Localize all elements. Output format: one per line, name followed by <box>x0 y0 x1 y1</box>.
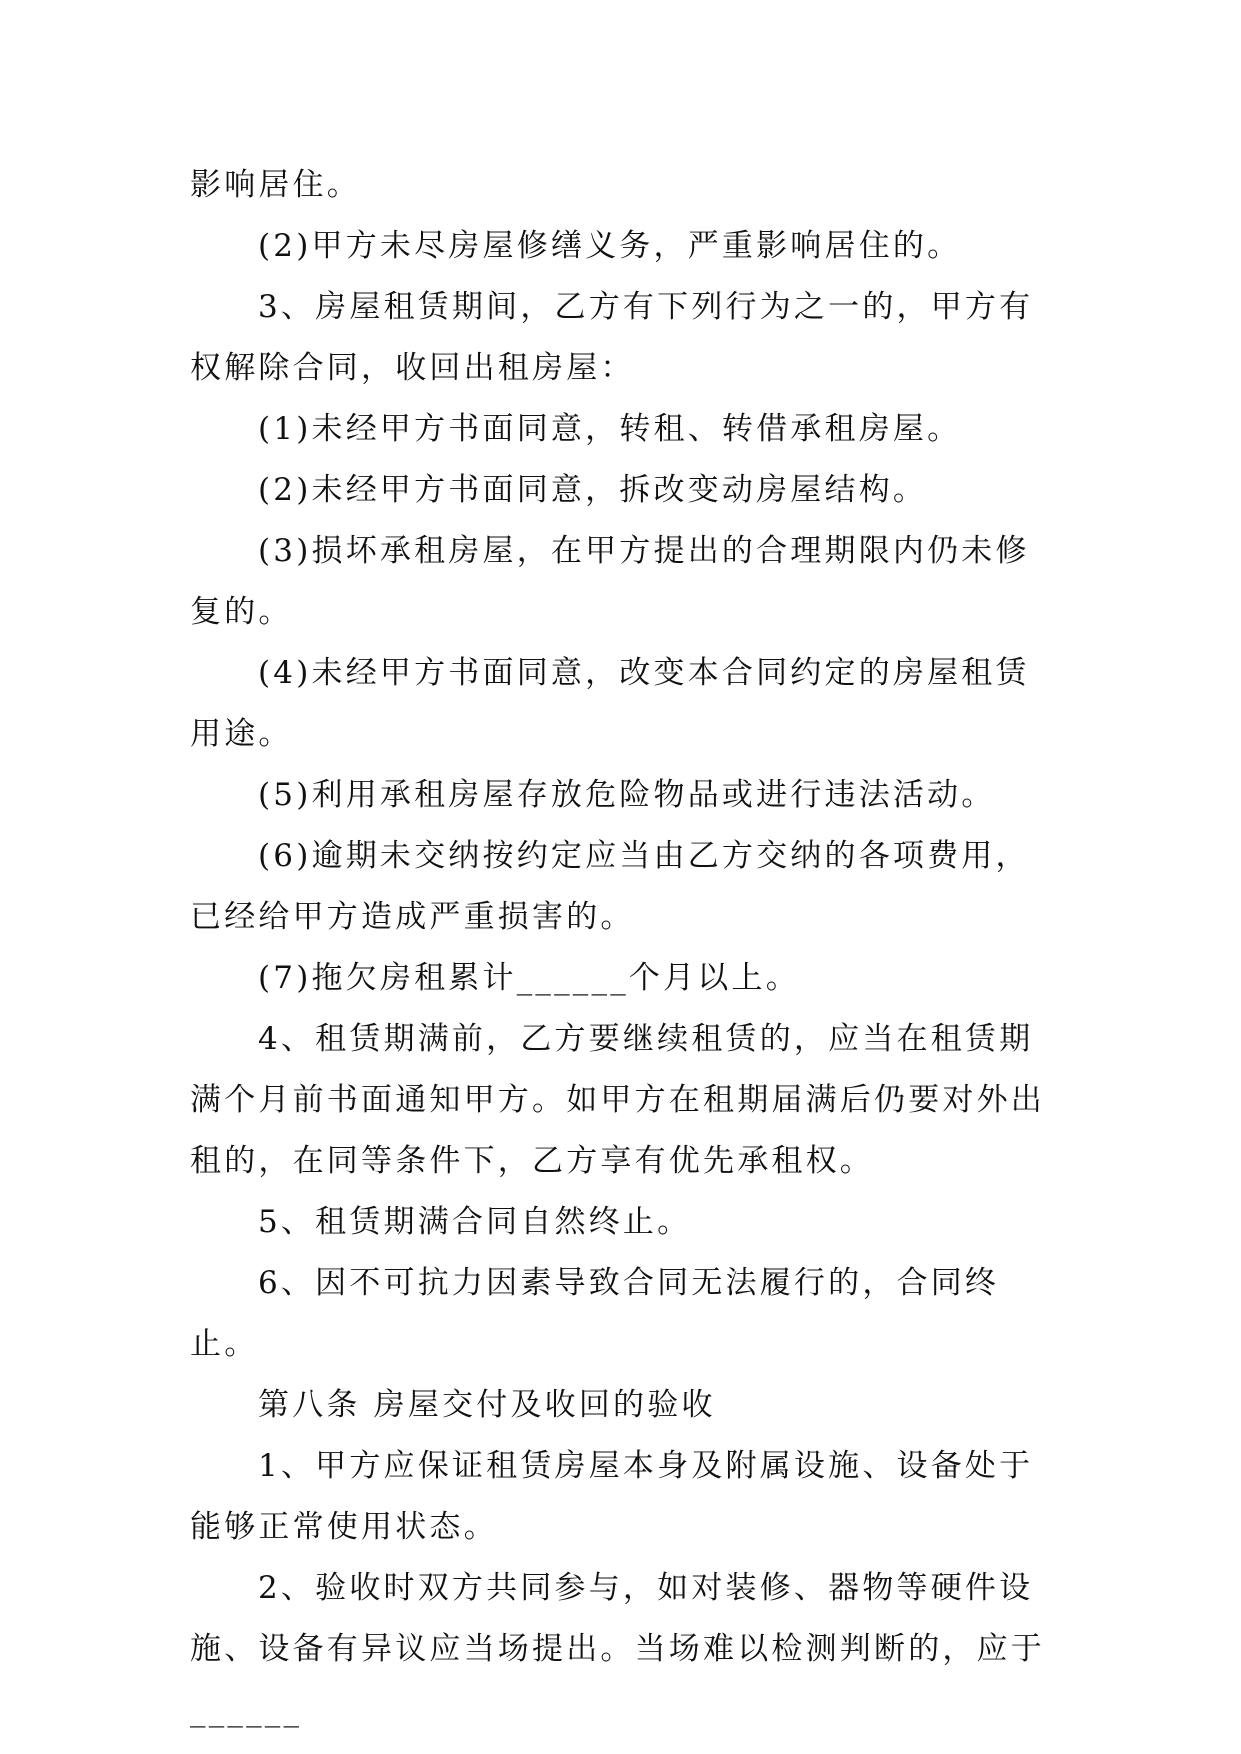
paragraph: 影响居住。 <box>190 167 361 203</box>
paragraph: (2)未经甲方书面同意，拆改变动房屋结构。 <box>258 472 928 508</box>
paragraph: (7)拖欠房租累计______个月以上。 <box>258 960 800 996</box>
paragraph: 4、租赁期满前，乙方要继续租赁的，应当在租赁期满个月前书面通知甲方。如甲方在租期届满后仍要对外出租的，在同等条件下，乙方享有优先承租权。 <box>190 1021 1045 1179</box>
paragraph: (3)损坏承租房屋，在甲方提出的合理期限内仍未修复的。 <box>190 533 1030 630</box>
paragraph: 6、因不可抗力因素导致合同无法履行的，合同终止。 <box>190 1265 1000 1362</box>
paragraph: 5、租赁期满合同自然终止。 <box>258 1204 692 1240</box>
paragraph: (6)逾期未交纳按约定应当由乙方交纳的各项费用，已经给甲方造成严重损害的。 <box>190 838 1030 935</box>
paragraph: (1)未经甲方书面同意，转租、转借承租房屋。 <box>258 411 962 447</box>
paragraph: 2、验收时双方共同参与，如对装修、器物等硬件设施、设备有异议应当场提出。当场难以检测判断的，应于______ <box>190 1570 1045 1728</box>
paragraph: (5)利用承租房屋存放危险物品或进行违法活动。 <box>258 777 996 813</box>
section-heading: 第八条 房屋交付及收回的验收 <box>258 1387 716 1423</box>
paragraph: (2)甲方未尽房屋修缮义务，严重影响居住的。 <box>258 228 962 264</box>
paragraph: 3、房屋租赁期间，乙方有下列行为之一的，甲方有权解除合同，收回出租房屋： <box>190 289 1034 386</box>
document-body <box>190 155 1055 1741</box>
paragraph: 1、甲方应保证租赁房屋本身及附属设施、设备处于能够正常使用状态。 <box>190 1448 1034 1545</box>
paragraph: (4)未经甲方书面同意，改变本合同约定的房屋租赁用途。 <box>190 655 1030 752</box>
